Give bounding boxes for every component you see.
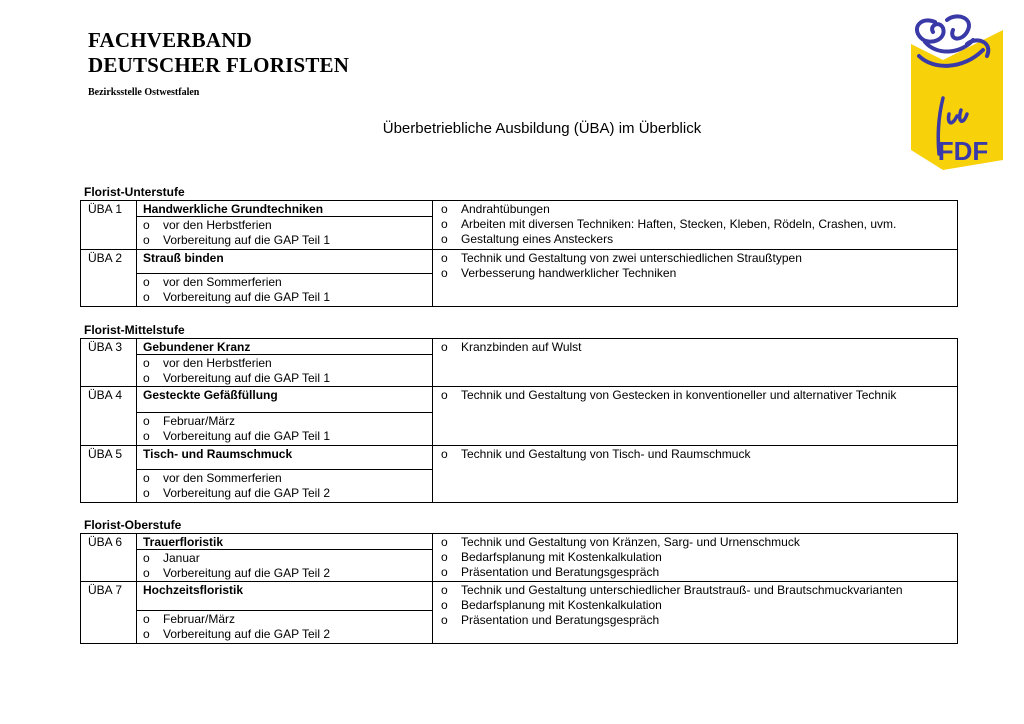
list-item: o vor den Sommerferien	[143, 471, 282, 485]
row-topic-name: Hochzeitsfloristik	[137, 582, 432, 611]
row-topic-cell	[137, 582, 433, 643]
list-item: o Technik und Gestaltung unterschiedlicher Brautstrauß- und Brautschmuckvarianten	[441, 583, 903, 597]
list-item: o Vorbereitung auf die GAP Teil 2	[143, 486, 331, 500]
table-row	[81, 201, 957, 249]
row-topic-cell	[137, 534, 433, 581]
row-notes	[137, 470, 432, 502]
fdf-logo	[903, 10, 1007, 170]
org-line-2: DEUTSCHER FLORISTEN	[88, 53, 350, 77]
row-id: ÜBA 7	[81, 582, 137, 643]
row-topic-name: Trauerfloristik	[137, 534, 432, 550]
org-line-1: FACHVERBAND	[88, 28, 252, 52]
row-topic-cell	[137, 339, 433, 386]
list-item: o Technik und Gestaltung von Tisch- und Raumschmuck	[441, 447, 751, 461]
list-item: o Technik und Gestaltung von Gestecken in konventioneller und alternativer Technik	[441, 388, 897, 402]
row-content	[433, 534, 957, 581]
table-row	[81, 386, 957, 445]
list-item: o vor den Herbstferien	[143, 356, 272, 370]
row-topic-cell	[137, 446, 433, 502]
table-row	[81, 339, 957, 386]
row-id: ÜBA 4	[81, 387, 137, 445]
section-label-oberstufe: Florist-Oberstufe	[84, 518, 182, 532]
table-row	[81, 581, 957, 643]
list-item: o Vorbereitung auf die GAP Teil 2	[143, 566, 331, 580]
row-topic-name: Handwerkliche Grundtechniken	[137, 201, 432, 217]
page-title: Überbetriebliche Ausbildung (ÜBA) im Überblick	[382, 120, 702, 137]
row-topic-cell	[137, 250, 433, 306]
row-id: ÜBA 3	[81, 339, 137, 386]
list-item: o Gestaltung eines Ansteckers	[441, 232, 614, 246]
row-content	[433, 201, 957, 249]
list-item: o Technik und Gestaltung von Kränzen, Sarg- und Urnenschmuck	[441, 535, 800, 549]
row-notes	[137, 413, 432, 445]
table-row	[81, 249, 957, 306]
row-id: ÜBA 2	[81, 250, 137, 306]
row-notes	[137, 550, 432, 582]
row-topic-name: Gesteckte Gefäßfüllung	[137, 387, 432, 413]
row-topic-name: Strauß binden	[137, 250, 432, 274]
list-item: o Bedarfsplanung mit Kostenkalkulation	[441, 550, 662, 564]
row-topic-cell	[137, 387, 433, 445]
row-id: ÜBA 6	[81, 534, 137, 581]
list-item: o Verbesserung handwerklicher Techniken	[441, 266, 677, 280]
list-item: o Bedarfsplanung mit Kostenkalkulation	[441, 598, 662, 612]
list-item: o Februar/März	[143, 612, 236, 626]
section-label-unterstufe: Florist-Unterstufe	[84, 185, 185, 199]
table-row	[81, 445, 957, 502]
row-topic-name: Tisch- und Raumschmuck	[137, 446, 432, 470]
row-content	[433, 250, 957, 306]
list-item: o Februar/März	[143, 414, 236, 428]
list-item: o Andrahtübungen	[441, 202, 550, 216]
list-item: o Vorbereitung auf die GAP Teil 1	[143, 290, 331, 304]
organization-name	[88, 28, 349, 78]
row-id: ÜBA 1	[81, 201, 137, 249]
row-notes	[137, 274, 432, 306]
row-notes	[137, 355, 432, 387]
row-id: ÜBA 5	[81, 446, 137, 502]
list-item: o vor den Sommerferien	[143, 275, 282, 289]
list-item: o Vorbereitung auf die GAP Teil 1	[143, 429, 331, 443]
row-content	[433, 582, 957, 643]
row-content	[433, 446, 957, 502]
list-item: o Präsentation und Beratungsgespräch	[441, 565, 660, 579]
logo-text: FDF	[937, 136, 989, 166]
list-item: o Januar	[143, 551, 200, 565]
row-notes	[137, 217, 432, 249]
section-label-mittelstufe: Florist-Mittelstufe	[84, 323, 185, 337]
list-item: o Kranzbinden auf Wulst	[441, 340, 582, 354]
row-topic-name: Gebundener Kranz	[137, 339, 432, 355]
row-content	[433, 339, 957, 386]
row-topic-cell	[137, 201, 433, 249]
row-content	[433, 387, 957, 445]
list-item: o Präsentation und Beratungsgespräch	[441, 613, 660, 627]
list-item: o Vorbereitung auf die GAP Teil 1	[143, 233, 331, 247]
table-mittelstufe	[80, 338, 958, 503]
table-unterstufe	[80, 200, 958, 307]
table-row	[81, 534, 957, 581]
list-item: o Vorbereitung auf die GAP Teil 2	[143, 627, 331, 641]
list-item: o Vorbereitung auf die GAP Teil 1	[143, 371, 331, 385]
org-subtitle: Bezirksstelle Ostwestfalen	[88, 87, 200, 98]
list-item: o vor den Herbstferien	[143, 218, 272, 232]
list-item: o Technik und Gestaltung von zwei unterschiedlichen Straußtypen	[441, 251, 802, 265]
row-notes	[137, 611, 432, 643]
table-oberstufe	[80, 533, 958, 644]
list-item: o Arbeiten mit diversen Techniken: Haften, Stecken, Kleben, Rödeln, Crashen, uvm.	[441, 217, 897, 231]
